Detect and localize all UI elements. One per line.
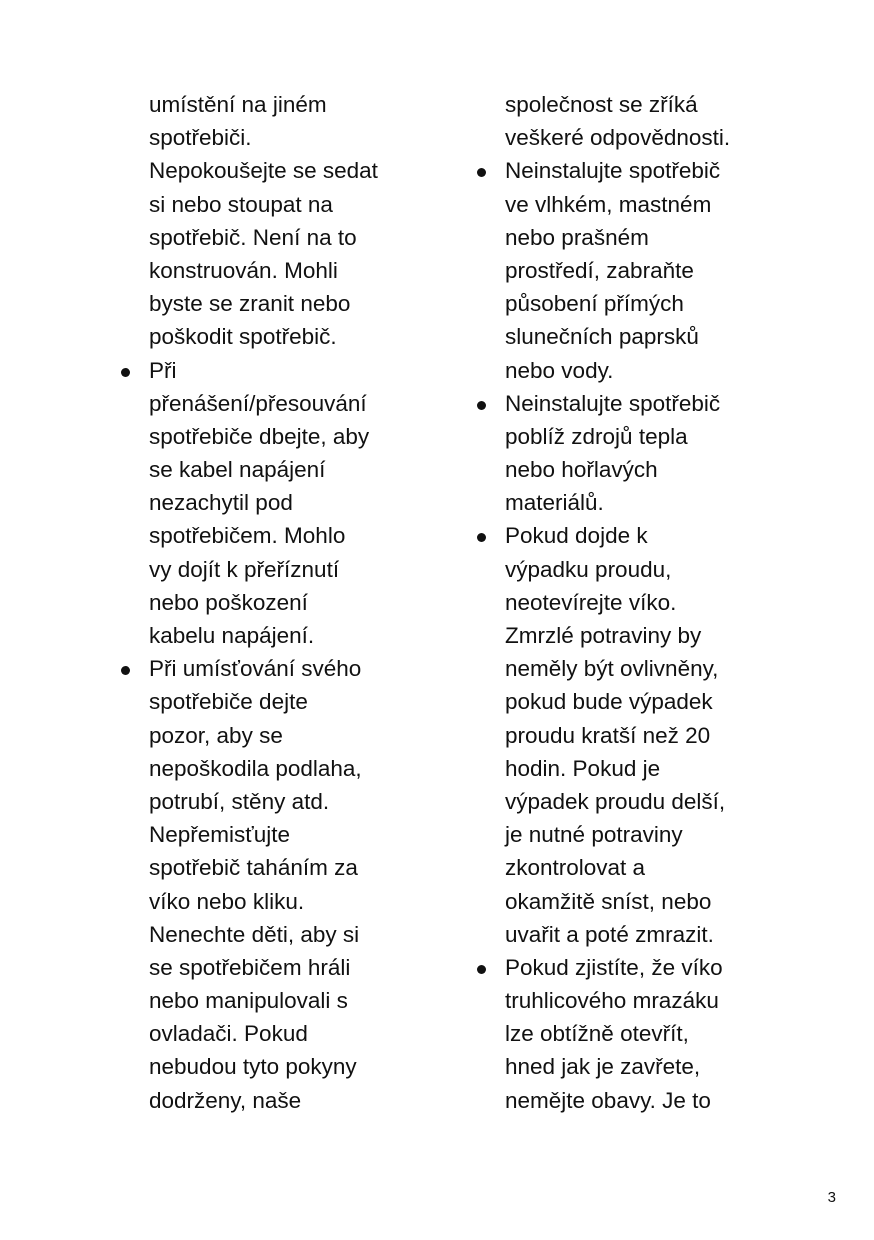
line-text: pozor, aby se <box>149 722 283 748</box>
line-text: je nutné potraviny <box>505 822 683 848</box>
line-text: společnost se zříká <box>505 92 698 117</box>
line-text: Při <box>149 357 177 383</box>
bullet-icon <box>477 965 486 974</box>
line-text: nebo prašném <box>505 224 649 250</box>
text-line <box>117 519 417 552</box>
text-line <box>117 752 417 785</box>
text-line <box>117 818 417 851</box>
line-text: nebudou tyto pokyny <box>149 1054 357 1080</box>
line-text: působení přímých <box>505 291 684 317</box>
bullet-icon <box>477 168 486 177</box>
text-line <box>117 1017 417 1050</box>
text-line <box>117 553 417 586</box>
text-line <box>473 752 773 785</box>
line-text: spotřebiči. <box>149 125 252 151</box>
line-text: uvařit a poté zmrazit. <box>505 921 714 947</box>
text-line <box>473 818 773 851</box>
line-text: lze obtížně otevřít, <box>505 1021 689 1047</box>
line-text: nezachytil pod <box>149 490 293 516</box>
line-text: víko nebo kliku. <box>149 888 305 914</box>
text-line <box>117 685 417 718</box>
text-line <box>117 188 417 221</box>
line-text: se kabel napájení <box>149 457 326 483</box>
line-text: prostředí, zabraňte <box>505 257 694 283</box>
text-line <box>473 453 773 486</box>
text-line <box>117 719 417 752</box>
text-line <box>117 785 417 818</box>
text-line <box>117 121 417 154</box>
line-text: Nenechte děti, aby si <box>149 921 360 947</box>
text-line <box>473 685 773 718</box>
line-text: přenášení/přesouvání <box>149 390 367 416</box>
line-text: ovladači. Pokud <box>149 1021 308 1047</box>
text-line <box>117 586 417 619</box>
line-text: ve vlhkém, mastném <box>505 191 712 217</box>
text-line <box>473 619 773 652</box>
line-text: si nebo stoupat na <box>149 191 333 217</box>
text-line <box>473 254 773 287</box>
line-text: potrubí, stěny atd. <box>149 788 330 814</box>
text-line <box>117 221 417 254</box>
line-text: neměly být ovlivněny, <box>505 656 719 682</box>
text-line <box>117 453 417 486</box>
text-line <box>117 851 417 884</box>
line-text: veškeré odpovědnosti. <box>505 125 731 151</box>
line-text: Zmrzlé potraviny by <box>505 623 702 648</box>
text-line <box>117 951 417 984</box>
text-line <box>473 652 773 685</box>
page-number: 3 <box>827 1189 836 1206</box>
text-line <box>473 719 773 752</box>
bullet-icon <box>477 401 486 410</box>
text-line <box>473 851 773 884</box>
line-text: okamžitě sníst, nebo <box>505 888 712 914</box>
text-line <box>473 586 773 619</box>
text-line <box>117 287 417 320</box>
line-text: truhlicového mrazáku <box>505 988 719 1014</box>
line-text: materiálů. <box>505 490 604 516</box>
line-text: proudu kratší než 20 <box>505 722 711 748</box>
text-line <box>117 1050 417 1083</box>
text-line <box>117 652 417 685</box>
text-line <box>473 221 773 254</box>
text-line <box>117 387 417 420</box>
left-column <box>117 88 417 1117</box>
text-line <box>117 420 417 453</box>
bullet-icon <box>121 368 130 377</box>
bullet-icon <box>121 666 130 675</box>
text-line <box>473 553 773 586</box>
text-line <box>473 1017 773 1050</box>
line-text: zkontrolovat a <box>505 855 646 881</box>
line-text: nebo poškození <box>149 589 308 615</box>
text-line <box>117 918 417 951</box>
line-text: slunečních paprsků <box>505 324 699 350</box>
line-text: poblíž zdrojů tepla <box>505 423 688 449</box>
line-text: spotřebič taháním za <box>149 855 358 881</box>
text-line <box>117 1084 417 1117</box>
line-text: nebo hořlavých <box>505 457 658 483</box>
line-text: Nepokoušejte se sedat <box>149 158 378 184</box>
line-text: umístění na jiném <box>149 92 327 117</box>
line-text: kabelu napájení. <box>149 623 315 648</box>
line-text: Nepřemisťujte <box>149 822 290 848</box>
right-column <box>473 88 773 1117</box>
text-line <box>473 785 773 818</box>
line-text: spotřebiče dbejte, aby <box>149 423 370 449</box>
line-text: Pokud zjistíte, že víko <box>505 954 723 980</box>
text-line <box>117 354 417 387</box>
text-line <box>473 154 773 187</box>
line-text: poškodit spotřebič. <box>149 324 337 350</box>
text-line <box>117 619 417 652</box>
text-line <box>473 88 773 121</box>
line-text: Neinstalujte spotřebič <box>505 390 721 416</box>
line-text: nemějte obavy. Je to <box>505 1087 711 1113</box>
line-text: Při umísťování svého <box>149 656 362 682</box>
text-line <box>117 984 417 1017</box>
line-text: pokud bude výpadek <box>505 689 713 715</box>
text-line <box>117 486 417 519</box>
line-text: se spotřebičem hráli <box>149 954 351 980</box>
line-text: výpadku proudu, <box>505 556 672 582</box>
line-text: hodin. Pokud je <box>505 755 661 781</box>
text-line <box>473 1050 773 1083</box>
line-text: neotevírejte víko. <box>505 589 677 615</box>
text-line <box>473 984 773 1017</box>
text-line <box>117 320 417 353</box>
text-line <box>473 188 773 221</box>
line-text: spotřebiče dejte <box>149 689 308 715</box>
text-line <box>473 885 773 918</box>
line-text: Pokud dojde k <box>505 523 648 549</box>
line-text: nebo manipulovali s <box>149 988 348 1014</box>
line-text: nebo vody. <box>505 357 614 383</box>
text-line <box>473 121 773 154</box>
line-text: vy dojít k přeříznutí <box>149 556 340 582</box>
text-line <box>473 519 773 552</box>
text-line <box>473 951 773 984</box>
text-line <box>117 88 417 121</box>
line-text: byste se zranit nebo <box>149 291 351 317</box>
line-text: hned jak je zavřete, <box>505 1054 701 1080</box>
line-text: konstruován. Mohli <box>149 257 338 283</box>
text-line <box>473 354 773 387</box>
text-line <box>473 387 773 420</box>
line-text: nepoškodila podlaha, <box>149 755 362 781</box>
text-line <box>473 320 773 353</box>
bullet-icon <box>477 533 486 542</box>
line-text: výpadek proudu delší, <box>505 788 726 814</box>
line-text: dodrženy, naše <box>149 1087 302 1113</box>
line-text: spotřebič. Není na to <box>149 224 357 250</box>
text-line <box>473 486 773 519</box>
text-line <box>473 420 773 453</box>
text-line <box>473 918 773 951</box>
text-line <box>117 885 417 918</box>
text-line <box>117 154 417 187</box>
text-line <box>473 1084 773 1117</box>
line-text: Neinstalujte spotřebič <box>505 158 721 184</box>
line-text: spotřebičem. Mohlo <box>149 523 346 549</box>
text-line <box>117 254 417 287</box>
text-line <box>473 287 773 320</box>
